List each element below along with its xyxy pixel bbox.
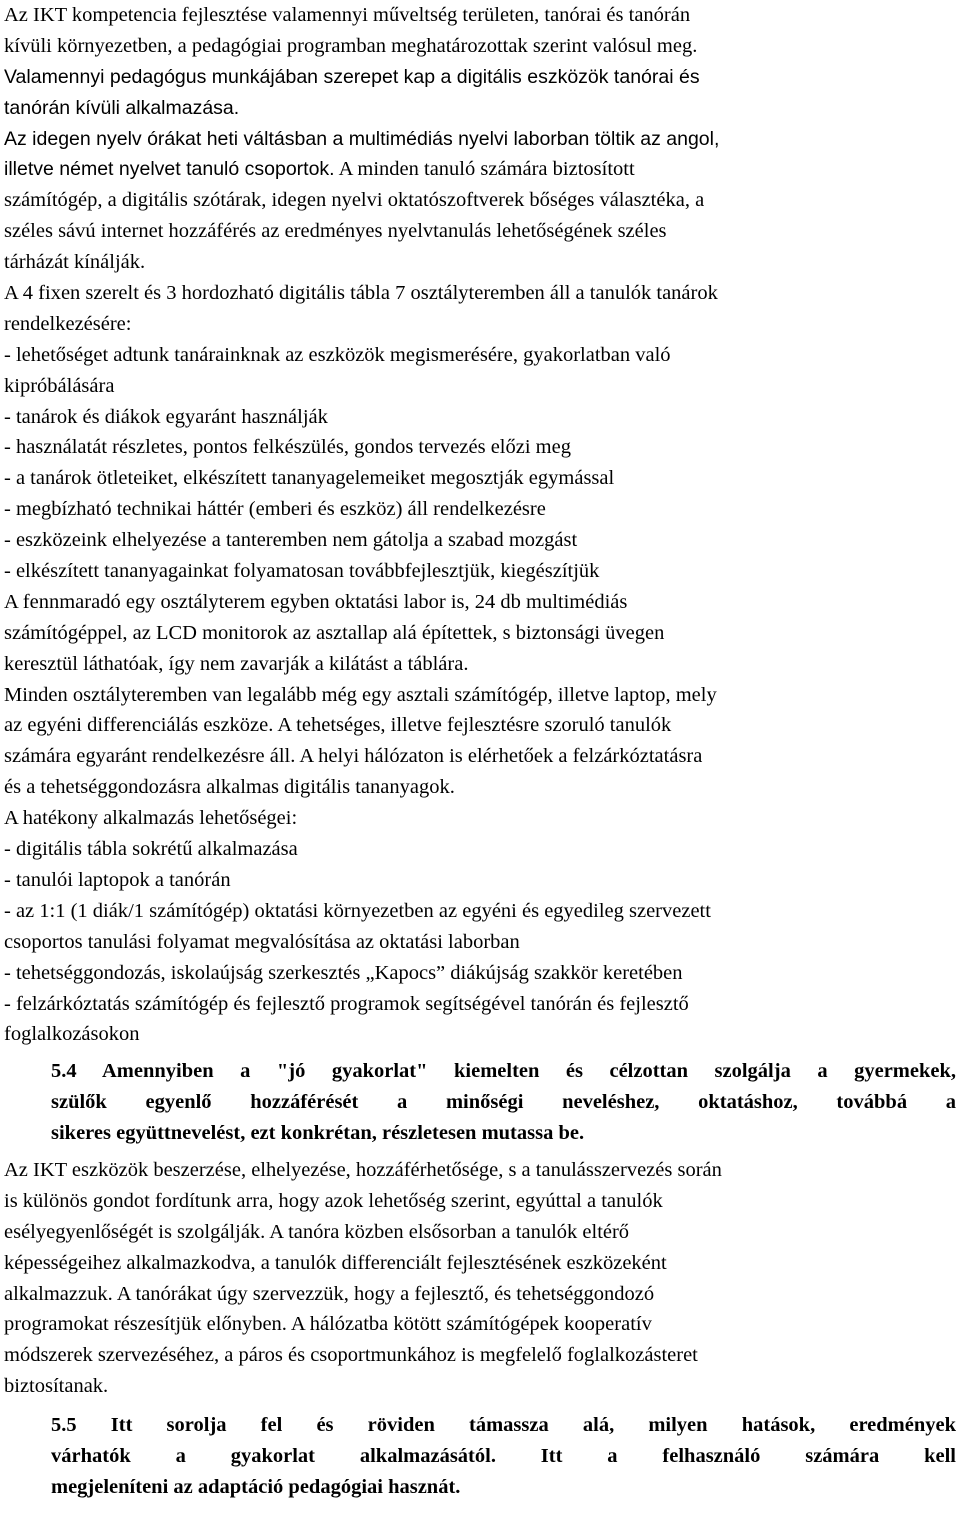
text-line: kipróbálására — [4, 374, 115, 397]
heading-line: várhatók a gyakorlat alkalmazásától. Itt a felhasználó számára kell — [51, 1444, 956, 1467]
text-line: kívüli környezetben, a pedagógiai programban meghatározottak szerint valósul meg. — [4, 34, 698, 57]
paragraph-ikt-intro — [4, 0, 956, 124]
list-item: - eszközeink elhelyezése a tanteremben nem gátolja a szabad mozgást — [4, 529, 578, 552]
list-item: - tehetséggondozás, iskolaújság szerkesztés „Kapocs” diákújság szakkör keretében — [4, 961, 683, 984]
list-item: - elkészített tananyagainkat folyamatosan továbbfejlesztjük, kiegészítjük — [4, 560, 600, 583]
list-item: - az 1:1 (1 diák/1 számítógép) oktatási környezetben az egyéni és egyedileg szervezett — [4, 899, 711, 922]
text-line: tárházát kínálják. — [4, 251, 146, 274]
heading-line: 5.4 Amennyiben a "jó gyakorlat" kiemelten és célzottan szolgálja a gyermekek, — [51, 1060, 956, 1083]
text-line: rendelkezésére: — [4, 312, 132, 335]
list-item: - használatát részletes, pontos felkészülés, gondos tervezés előzi meg — [4, 436, 571, 459]
text-line: A 4 fixen szerelt és 3 hordozható digitális tábla 7 osztályteremben áll a tanulók tanárok — [4, 282, 718, 305]
text-line: alkalmazzuk. A tanórákat úgy szervezzük, hogy a fejlesztő, és tehetséggondozó — [4, 1282, 655, 1305]
list-item: - felzárkóztatás számítógép és fejlesztő programok segítségével tanórán és fejlesztő — [4, 992, 689, 1015]
paragraph-equal-access — [4, 1155, 956, 1402]
text-line: számítógép, a digitális szótárak, idegen nyelvi oktatószoftverek bőséges választéka, a — [4, 189, 705, 212]
section-heading-5-4 — [4, 1056, 956, 1149]
list-item: - megbízható technikai háttér (emberi és eszköz) áll rendelkezésre — [4, 498, 546, 521]
text-line: programokat részesítjük előnyben. A hálózatba kötött számítógépek kooperatív — [4, 1313, 652, 1336]
text-line: és a tehetséggondozásra alkalmas digitális tananyagok. — [4, 776, 455, 799]
text-line: tanórán kívüli alkalmazása. — [4, 96, 240, 119]
section-heading-5-5 — [4, 1410, 956, 1503]
text-segment: illetve német nyelvet tanuló csoportok. — [4, 158, 335, 181]
text-line: A fennmaradó egy osztályterem egyben oktatási labor is, 24 db multimédiás — [4, 590, 628, 613]
text-line: módszerek szervezéséhez, a páros és csoportmunkához is megfelelő foglalkozásteret — [4, 1344, 698, 1367]
text-line: Valamennyi pedagógus munkájában szerepet kap a digitális eszközök tanórai és — [4, 65, 700, 88]
heading-line: szülők egyenlő hozzáférését a minőségi neveléshez, oktatáshoz, továbbá a — [51, 1091, 956, 1114]
text-line — [4, 154, 956, 185]
heading-line: megjeleníteni az adaptáció pedagógiai hasznát. — [51, 1475, 461, 1498]
text-line: esélyegyenlőségét is szolgálják. A tanóra közben elsősorban a tanulók eltérő — [4, 1220, 630, 1243]
text-segment: A minden tanuló számára biztosított — [334, 158, 635, 181]
paragraph-language-lab — [4, 124, 956, 278]
text-line: csoportos tanulási folyamat megvalósítása az oktatási laborban — [4, 930, 520, 953]
paragraph-digital-boards — [4, 278, 956, 1050]
heading-line: 5.5 Itt sorolja fel és röviden támassza alá, milyen hatások, eredmények — [51, 1414, 956, 1437]
text-line: foglalkozásokon — [4, 1023, 140, 1046]
text-line: A hatékony alkalmazás lehetőségei: — [4, 807, 298, 830]
text-line: Az IKT kompetencia fejlesztése valamennyi műveltség területen, tanórai és tanórán — [4, 4, 691, 26]
text-line: Minden osztályteremben van legalább még egy asztali számítógép, illetve laptop, mely — [4, 683, 717, 706]
heading-line: sikeres együttnevelést, ezt konkrétan, részletesen mutassa be. — [51, 1122, 585, 1145]
text-line: biztosítanak. — [4, 1375, 109, 1398]
text-line: számítógéppel, az LCD monitorok az asztallap alá építettek, s biztonsági üvegen — [4, 621, 665, 644]
text-line: is különös gondot fordítunk arra, hogy azok lehetőség szerint, egyúttal a tanulók — [4, 1189, 663, 1212]
text-line: képességeihez alkalmazkodva, a tanulók differenciált fejlesztésének eszközeként — [4, 1251, 667, 1274]
list-item: - digitális tábla sokrétű alkalmazása — [4, 838, 298, 861]
list-item: - lehetőséget adtunk tanárainknak az eszközök megismerésére, gyakorlatban való — [4, 343, 671, 366]
list-item: - a tanárok ötleteiket, elkészített tananyagelemeiket megosztják egymással — [4, 467, 615, 490]
text-line: Az IKT eszközök beszerzése, elhelyezése, hozzáférhetősége, s a tanulásszervezés során — [4, 1158, 722, 1181]
text-line: széles sávú internet hozzáférés az eredményes nyelvtanulás lehetőségének széles — [4, 220, 667, 243]
list-item: - tanárok és diákok egyaránt használják — [4, 405, 328, 428]
text-line: Az idegen nyelv órákat heti váltásban a multimédiás nyelvi laborban töltik az angol, — [4, 127, 720, 150]
list-item: - tanulói laptopok a tanórán — [4, 868, 231, 891]
text-line: számára egyaránt rendelkezésre áll. A helyi hálózaton is elérhetőek a felzárkóztatásra — [4, 745, 703, 768]
text-line: az egyéni differenciálás eszköze. A tehetséges, illetve fejlesztésre szoruló tanulók — [4, 714, 672, 737]
text-line: keresztül láthatóak, így nem zavarják a kilátást a táblára. — [4, 652, 469, 675]
